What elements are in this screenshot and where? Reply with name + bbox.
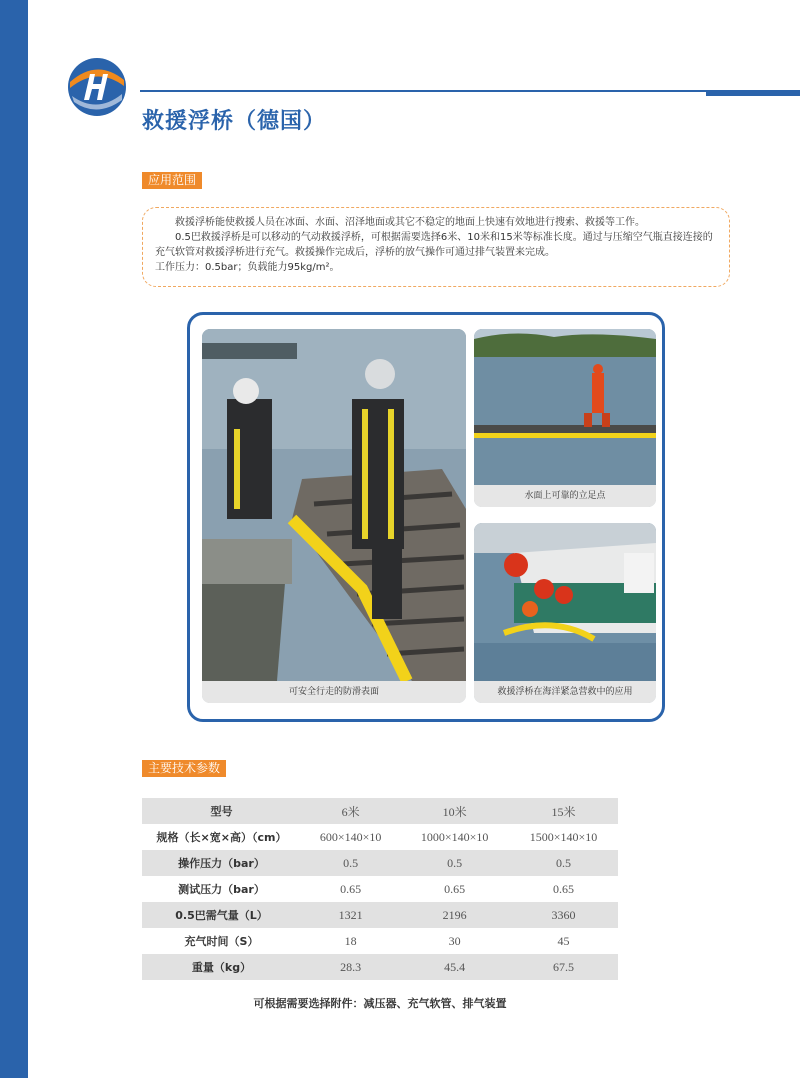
table-header-cell: 10米 (400, 798, 509, 824)
side-accent-bar (0, 0, 28, 1078)
table-cell: 0.5 (301, 850, 400, 876)
table-row (142, 850, 618, 876)
table-row (142, 954, 618, 980)
description-line: 救援浮桥能使救援人员在冰面、水面、沼泽地面或其它不稳定的地面上快速有效地进行搜索、救援等工作。 (175, 217, 645, 228)
table-row (142, 928, 618, 954)
photo-caption: 救援浮桥在海洋紧急营救中的应用 (474, 681, 656, 703)
description-line: 工作压力：0.5bar；负载能力95kg/m²。 (155, 262, 340, 273)
photo-gallery (187, 312, 665, 722)
table-cell: 67.5 (509, 954, 618, 980)
table-row-label: 重量（kg） (142, 954, 301, 980)
table-row-label: 操作压力（bar） (142, 850, 301, 876)
table-cell: 0.65 (553, 881, 575, 896)
table-cell: 45 (557, 933, 570, 948)
application-heading: 应用范围 (142, 172, 202, 189)
company-logo (66, 56, 128, 118)
photo-firefighters-on-bridge (202, 329, 466, 703)
table-row-label: 充气时间（S） (184, 935, 259, 948)
table-cell: 1321 (301, 902, 400, 928)
table-row (142, 902, 618, 928)
table-cell: 2196 (400, 902, 509, 928)
table-cell: 0.65 (340, 881, 362, 896)
specs-heading: 主要技术参数 (142, 760, 226, 777)
specs-table (142, 798, 618, 980)
photo-standing-on-water (474, 329, 656, 507)
table-header-cell: 6米 (301, 798, 400, 824)
table-row-label: 0.5巴需气量（L） (142, 902, 301, 928)
table-header-cell: 型号 (142, 798, 301, 824)
table-cell: 45.4 (400, 954, 509, 980)
accessories-note: 可根据需要选择附件：减压器、充气软管、排气装置 (253, 997, 507, 1010)
header-rule (140, 90, 800, 92)
table-cell: 1000×140×10 (420, 829, 489, 844)
description-line: 0.5巴救援浮桥是可以移动的气动救援浮桥，可根据需要选择6米、10米和15米等标准长度。通过与压缩空气瓶直接连接的充气软管对救援浮桥进行充气。救援操作完成后，浮桥的放气操作可通过排气装置来完成。 (155, 232, 713, 258)
photo-caption: 可安全行走的防滑表面 (202, 681, 466, 703)
table-cell: 30 (448, 933, 461, 948)
header-rule-accent (706, 90, 800, 96)
table-header-cell: 15米 (509, 798, 618, 824)
table-cell: 0.65 (444, 881, 466, 896)
table-cell: 0.5 (509, 850, 618, 876)
table-row (142, 876, 618, 902)
table-cell: 1500×140×10 (529, 829, 598, 844)
table-row (142, 824, 618, 850)
table-header-row (142, 798, 618, 824)
table-cell: 18 (344, 933, 357, 948)
table-cell: 3360 (509, 902, 618, 928)
photo-sea-rescue (474, 523, 656, 703)
table-cell: 0.5 (400, 850, 509, 876)
photo-caption: 水面上可靠的立足点 (474, 485, 656, 507)
page-title: 救援浮桥（德国） (142, 109, 327, 134)
application-description (142, 207, 730, 287)
table-cell: 600×140×10 (319, 829, 382, 844)
table-row-label: 测试压力（bar） (178, 883, 265, 896)
table-cell: 28.3 (301, 954, 400, 980)
table-row-label: 规格（长×宽×高）（cm） (156, 831, 287, 844)
